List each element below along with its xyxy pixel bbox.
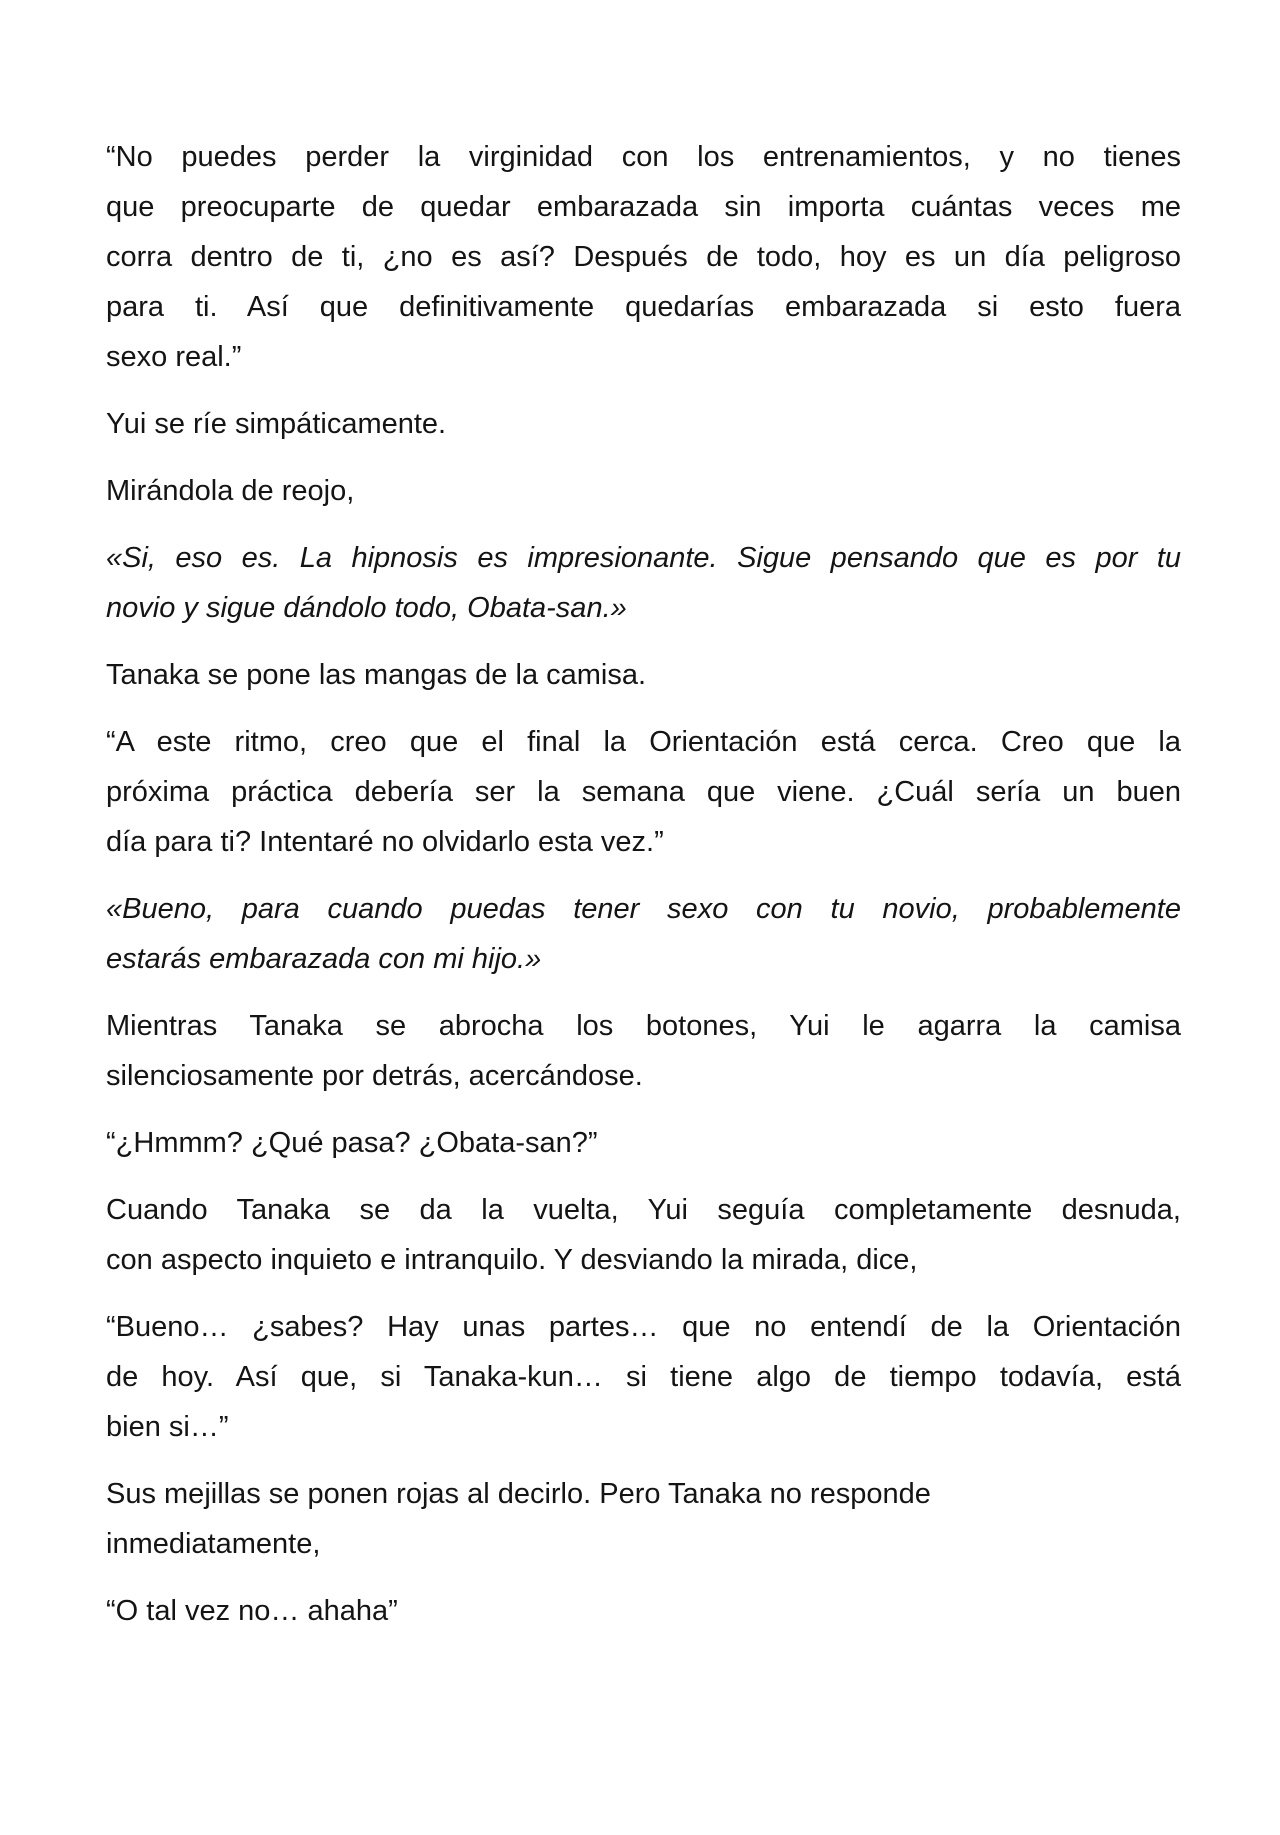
text-line: “A este ritmo, creo que el final la Orientación está cerca. Creo que la bbox=[106, 726, 1181, 758]
paragraph-thought bbox=[106, 884, 1181, 984]
text-line: «Si, eso es. La hipnosis es impresionante. Sigue pensando que es por tu bbox=[106, 542, 1181, 574]
text-line: inmediatamente, bbox=[106, 1528, 321, 1560]
text-line: Mirándola de reojo, bbox=[106, 475, 355, 507]
text-line: bien si…” bbox=[106, 1411, 229, 1443]
text-line: Cuando Tanaka se da la vuelta, Yui seguía completamente desnuda, bbox=[106, 1194, 1181, 1226]
paragraph-dialogue bbox=[106, 1302, 1181, 1452]
document-page bbox=[106, 132, 1181, 1653]
text-line: próxima práctica debería ser la semana que viene. ¿Cuál sería un buen bbox=[106, 776, 1181, 808]
text-line: Mientras Tanaka se abrocha los botones, Yui le agarra la camisa bbox=[106, 1010, 1181, 1042]
text-line: para ti. Así que definitivamente quedarías embarazada si esto fuera bbox=[106, 291, 1181, 323]
text-line: “O tal vez no… ahaha” bbox=[106, 1595, 398, 1627]
paragraph-narration bbox=[106, 466, 1181, 516]
paragraph-thought bbox=[106, 533, 1181, 633]
paragraph-narration bbox=[106, 650, 1181, 700]
paragraph-dialogue bbox=[106, 717, 1181, 867]
text-line: sexo real.” bbox=[106, 341, 242, 373]
text-line: Sus mejillas se ponen rojas al decirlo. Pero Tanaka no responde bbox=[106, 1478, 931, 1510]
paragraph-narration bbox=[106, 1001, 1181, 1101]
paragraph-narration bbox=[106, 1185, 1181, 1285]
text-line: novio y sigue dándolo todo, Obata-san.» bbox=[106, 592, 627, 624]
paragraph-dialogue bbox=[106, 1118, 1181, 1168]
text-line: Yui se ríe simpáticamente. bbox=[106, 408, 447, 440]
text-line: “¿Hmmm? ¿Qué pasa? ¿Obata-san?” bbox=[106, 1127, 598, 1159]
text-line: de hoy. Así que, si Tanaka-kun… si tiene algo de tiempo todavía, está bbox=[106, 1361, 1181, 1393]
text-line: «Bueno, para cuando puedas tener sexo con tu novio, probablemente bbox=[106, 893, 1181, 925]
paragraph-dialogue bbox=[106, 132, 1181, 382]
text-line: que preocuparte de quedar embarazada sin importa cuántas veces me bbox=[106, 191, 1181, 223]
text-line: Tanaka se pone las mangas de la camisa. bbox=[106, 659, 647, 691]
paragraph-narration bbox=[106, 1469, 1181, 1569]
paragraph-dialogue bbox=[106, 1586, 1181, 1636]
text-line: con aspecto inquieto e intranquilo. Y desviando la mirada, dice, bbox=[106, 1244, 918, 1276]
paragraph-narration bbox=[106, 399, 1181, 449]
text-line: “Bueno… ¿sabes? Hay unas partes… que no entendí de la Orientación bbox=[106, 1311, 1181, 1343]
text-line: estarás embarazada con mi hijo.» bbox=[106, 943, 542, 975]
text-line: corra dentro de ti, ¿no es así? Después de todo, hoy es un día peligroso bbox=[106, 241, 1181, 273]
text-line: silenciosamente por detrás, acercándose. bbox=[106, 1060, 643, 1092]
text-line: “No puedes perder la virginidad con los entrenamientos, y no tienes bbox=[106, 141, 1181, 173]
text-line: día para ti? Intentaré no olvidarlo esta vez.” bbox=[106, 826, 664, 858]
